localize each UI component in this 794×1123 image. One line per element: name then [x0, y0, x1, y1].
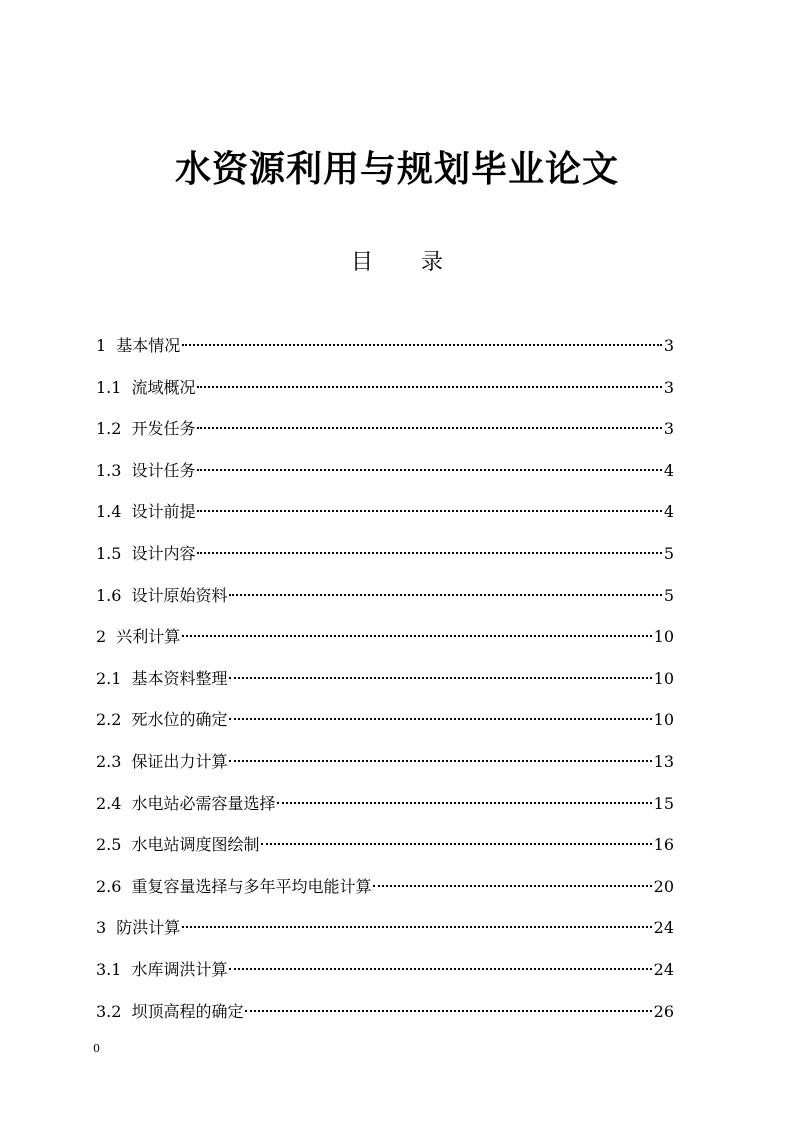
toc-entry-title: 水电站调度图绘制	[131, 835, 260, 855]
toc-entry-title: 重复容量选择与多年平均电能计算	[131, 876, 372, 896]
toc-entry[interactable]	[96, 705, 674, 747]
toc-dot-leader	[229, 968, 651, 970]
toc-entry[interactable]	[96, 414, 674, 456]
toc-entry-number: 1	[96, 336, 107, 355]
toc-entry-title: 设计内容	[131, 543, 196, 563]
toc-entry-number: 2	[96, 627, 107, 647]
toc-entry[interactable]	[96, 331, 674, 373]
footer-page-number: 0	[93, 1042, 100, 1055]
toc-entry-title: 坝顶高程的确定	[131, 1001, 244, 1021]
toc-entry-title: 水库调洪计算	[131, 959, 228, 979]
toc-entry-page: 24	[653, 918, 674, 938]
toc-entry[interactable]	[96, 664, 674, 706]
toc-entry-number: 3	[96, 918, 107, 938]
toc-entry[interactable]	[96, 581, 674, 623]
toc-entry-number: 1.6	[96, 585, 122, 605]
toc-dot-leader	[197, 386, 661, 388]
toc-dot-leader	[197, 552, 661, 554]
toc-entry[interactable]	[96, 373, 674, 415]
toc-entry[interactable]	[96, 955, 674, 997]
toc-entry-page: 10	[653, 627, 674, 647]
toc-dot-leader	[197, 510, 661, 512]
document-title: 水资源利用与规划毕业论文	[174, 149, 619, 190]
toc-entry-title: 防洪计算	[116, 918, 181, 938]
toc-entry-title: 死水位的确定	[131, 710, 228, 730]
toc-entry[interactable]	[96, 997, 674, 1039]
toc-dot-leader	[197, 469, 661, 471]
toc-heading: 目录	[350, 250, 491, 275]
toc-entry-number: 2.1	[96, 668, 122, 688]
toc-entry-number: 2.6	[96, 876, 122, 896]
toc-entry-page: 15	[653, 793, 674, 813]
toc-entry-number: 2.4	[96, 793, 122, 813]
toc-entry-number: 2.5	[96, 835, 122, 855]
toc-entry[interactable]	[96, 622, 674, 664]
toc-entry[interactable]	[96, 539, 674, 581]
table-of-contents	[96, 331, 674, 1038]
toc-entry[interactable]	[96, 789, 674, 831]
toc-entry-title: 基本资料整理	[131, 668, 228, 688]
toc-entry-title: 兴利计算	[116, 627, 181, 647]
toc-entry[interactable]	[96, 497, 674, 539]
toc-dot-leader	[182, 344, 662, 346]
toc-entry-page: 3	[663, 336, 674, 355]
toc-entry[interactable]	[96, 830, 674, 872]
toc-dot-leader	[245, 1010, 651, 1012]
toc-dot-leader	[277, 802, 651, 804]
toc-entry-page: 13	[653, 751, 674, 771]
toc-entry-page: 3	[663, 377, 674, 397]
toc-entry-number: 3.2	[96, 1001, 122, 1021]
toc-entry-number: 1.2	[96, 419, 122, 439]
toc-entry-title: 设计原始资料	[131, 585, 228, 605]
toc-entry[interactable]	[96, 747, 674, 789]
toc-entry-page: 10	[653, 710, 674, 730]
toc-entry-page: 4	[663, 502, 674, 522]
toc-entry-page: 5	[663, 585, 674, 605]
toc-entry-number: 1.4	[96, 502, 122, 522]
toc-entry-number: 2.3	[96, 751, 122, 771]
toc-entry-title: 设计前提	[131, 502, 196, 522]
toc-entry-page: 16	[653, 835, 674, 855]
toc-entry[interactable]	[96, 872, 674, 914]
toc-entry-number: 2.2	[96, 710, 122, 730]
toc-entry-title: 流域概况	[131, 377, 196, 397]
toc-dot-leader	[229, 594, 661, 596]
toc-dot-leader	[182, 635, 651, 637]
toc-dot-leader	[229, 718, 651, 720]
toc-dot-leader	[182, 926, 651, 928]
toc-entry-number: 1.5	[96, 543, 122, 563]
toc-entry-page: 10	[653, 668, 674, 688]
toc-dot-leader	[229, 760, 651, 762]
toc-dot-leader	[229, 677, 651, 679]
toc-entry-page: 3	[663, 419, 674, 439]
toc-entry[interactable]	[96, 913, 674, 955]
toc-entry-number: 1.1	[96, 377, 122, 397]
toc-entry-page: 5	[663, 543, 674, 563]
toc-entry[interactable]	[96, 456, 674, 498]
toc-dot-leader	[373, 885, 651, 887]
toc-entry-title: 设计任务	[131, 460, 196, 480]
toc-entry-page: 4	[663, 460, 674, 480]
toc-entry-title: 水电站必需容量选择	[131, 793, 276, 813]
toc-entry-title: 开发任务	[131, 419, 196, 439]
toc-dot-leader	[197, 427, 661, 429]
toc-entry-title: 保证出力计算	[131, 751, 228, 771]
toc-entry-number: 1.3	[96, 460, 122, 480]
toc-entry-number: 3.1	[96, 959, 122, 979]
toc-dot-leader	[261, 843, 651, 845]
toc-entry-page: 26	[653, 1001, 674, 1021]
toc-entry-title: 基本情况	[116, 336, 181, 355]
toc-entry-page: 24	[653, 959, 674, 979]
toc-entry-page: 20	[653, 876, 674, 896]
